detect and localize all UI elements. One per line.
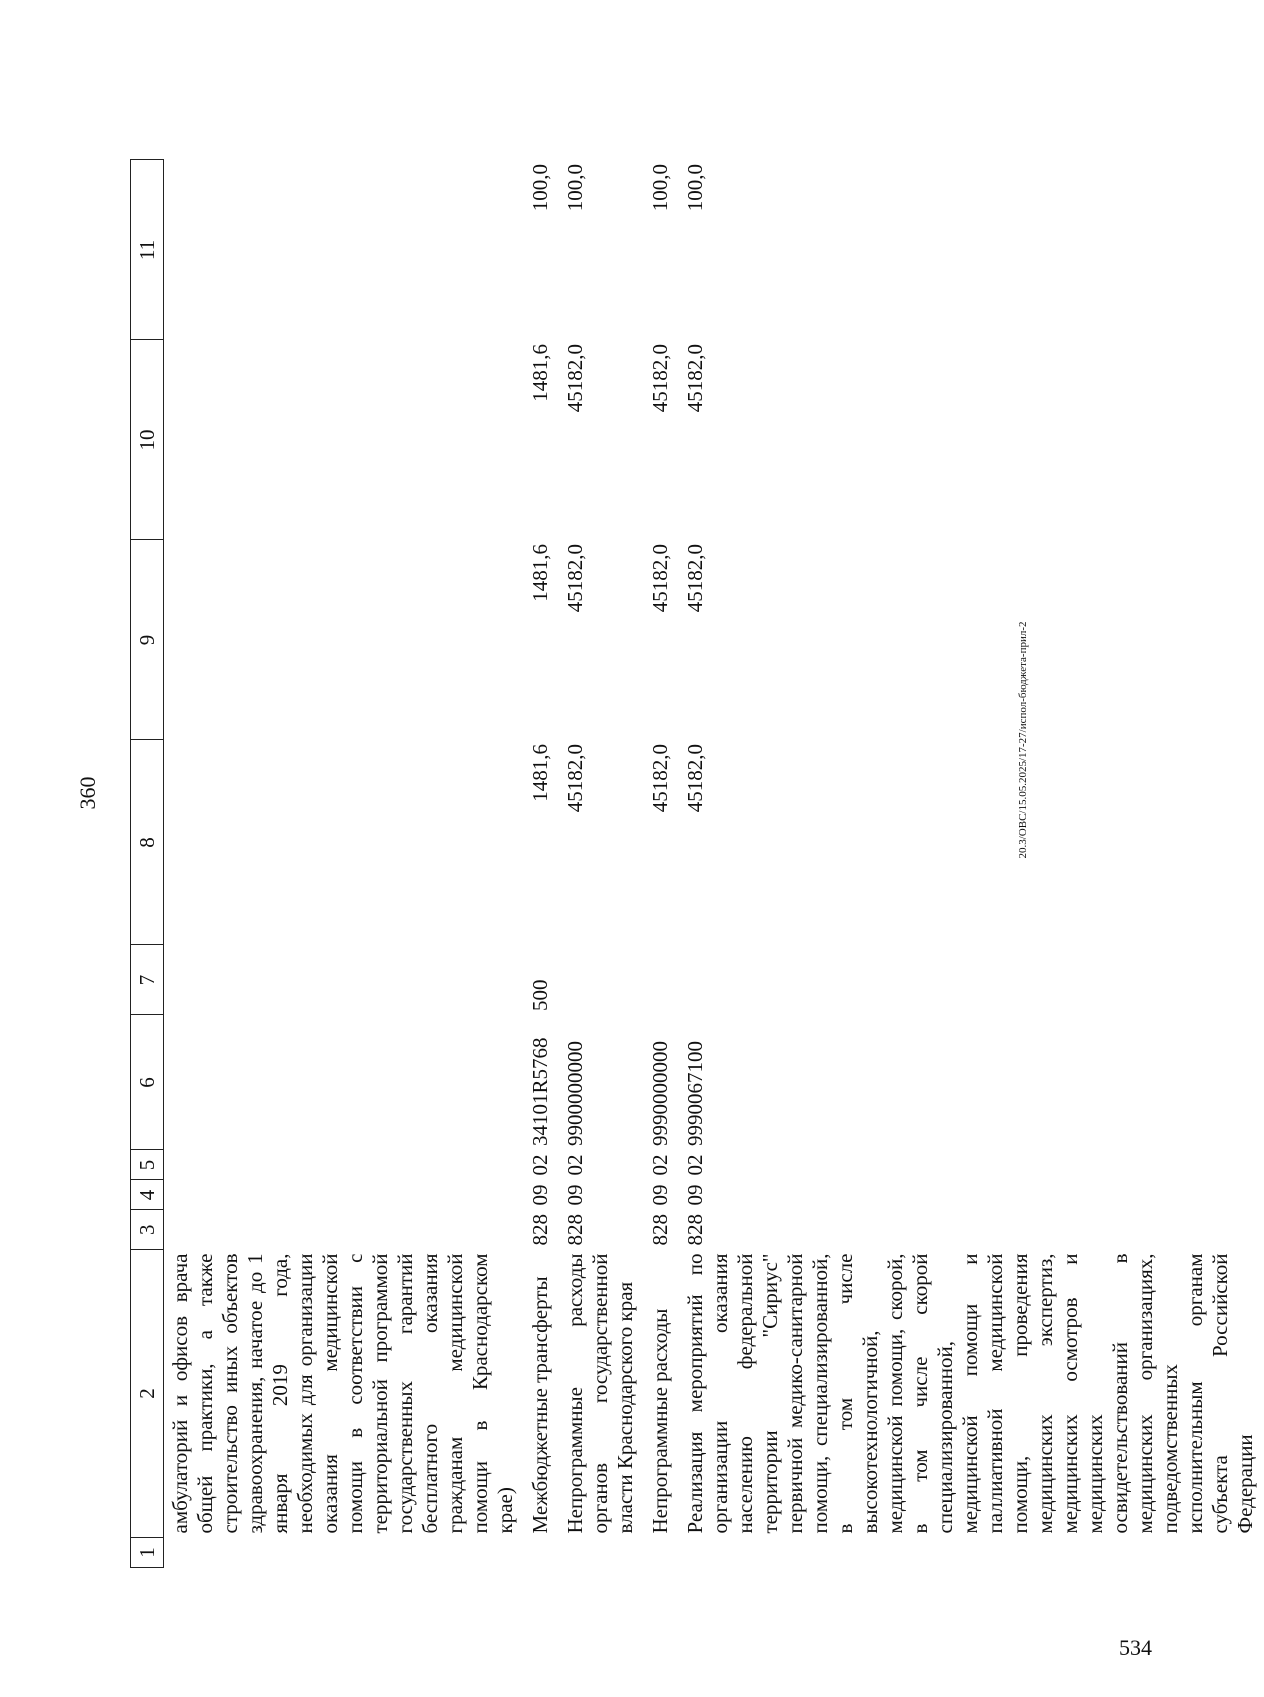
cell-expense-type <box>679 945 1264 1015</box>
cell-expense-type <box>559 945 644 1015</box>
cell-section <box>164 1180 525 1210</box>
row-description: Реализация мероприятий по организации оказания населению федеральной территории "Сириус" первичной медико-санитарной помощи, специализированной, в том числе высокотехнологичной, медицинской помощи, скорой, в том числе скорой специализированной, медицинской помощи и паллиативной медицинской помощи, проведения медицинских экспертиз, медицинских осмотров и медицинских освидетельствований в медицинских организациях, подведомственных исполнительным органам субъекта Российской Федерации <box>683 1253 1257 1534</box>
cell-ministry: 828 <box>528 1214 552 1246</box>
cell-col-10 <box>164 340 525 540</box>
row-description: Непрограммные расходы <box>648 1308 672 1534</box>
cell-col-10: 45182,0 <box>563 344 587 413</box>
cell-col-8: 45182,0 <box>683 744 707 813</box>
cell-col-9: 45182,0 <box>563 544 587 613</box>
cell-col-10: 45182,0 <box>683 344 707 413</box>
cell-expense-type <box>164 945 525 1015</box>
cell-col-8: 1481,6 <box>528 744 552 802</box>
cell-target-article: 9990000000 <box>648 1041 672 1146</box>
cell-col-8: 45182,0 <box>563 744 587 813</box>
cell-section: 09 <box>528 1184 552 1206</box>
table-row <box>679 160 1264 1568</box>
cell-subsection: 02 <box>563 1154 587 1176</box>
cell-section: 09 <box>563 1184 587 1206</box>
cell-expense-type <box>644 945 679 1015</box>
header-col-5: 5 <box>131 1150 164 1180</box>
cell-col-9: 45182,0 <box>683 544 707 613</box>
cell-col-8: 45182,0 <box>648 744 672 813</box>
cell-ministry: 828 <box>683 1214 707 1246</box>
cell-col-11 <box>164 160 525 340</box>
document-code: 20.3/OBC/15.05.2025/17-27/испол-бюджета-прил-2 <box>1017 621 1029 859</box>
header-col-2: 2 <box>131 1250 164 1538</box>
header-col-10: 10 <box>131 340 164 540</box>
cell-target-article: 9990067100 <box>683 1041 707 1146</box>
row-description: амбулаторий и офисов врача общей практики, а также строительство иных объектов здравоохранения, начатое до 1 января 2019 года, необходимых для организации оказания медицинской помощи в соответствии с территориальной программой государственных гарантий бесплатного оказания гражданам медицинской помощи в Краснодарском крае) <box>168 1253 517 1534</box>
cell-col-11: 100,0 <box>648 164 672 212</box>
budget-table <box>130 160 1264 1569</box>
cell-section: 09 <box>648 1184 672 1206</box>
cell-subsection: 02 <box>528 1154 552 1176</box>
sheet-number: 534 <box>1119 1635 1152 1660</box>
header-col-8: 8 <box>131 740 164 945</box>
cell-col-9 <box>164 540 525 740</box>
cell-col-9: 45182,0 <box>648 544 672 613</box>
header-col-7: 7 <box>131 945 164 1015</box>
cell-col-8 <box>164 740 525 945</box>
cell-target-article: 34101R5768 <box>528 1037 552 1146</box>
cell-target-article <box>164 1015 525 1150</box>
header-col-6: 6 <box>131 1015 164 1150</box>
cell-expense-type: 500 <box>528 979 552 1011</box>
header-col-4: 4 <box>131 1180 164 1210</box>
cell-col-9: 1481,6 <box>528 544 552 602</box>
header-row <box>131 160 164 1568</box>
table-row <box>524 160 559 1568</box>
cell-ministry: 828 <box>648 1214 672 1246</box>
cell-target-article: 9900000000 <box>563 1041 587 1146</box>
header-col-9: 9 <box>131 540 164 740</box>
cell-col-11: 100,0 <box>563 164 587 212</box>
cell-ministry: 828 <box>563 1214 587 1246</box>
cell-section: 09 <box>683 1184 707 1206</box>
cell-col-10: 45182,0 <box>648 344 672 413</box>
table-row <box>164 160 525 1568</box>
cell-col-10: 1481,6 <box>528 344 552 402</box>
row-description: Межбюджетные трансферты <box>528 1276 552 1534</box>
cell-ministry <box>164 1210 525 1250</box>
cell-subsection: 02 <box>683 1154 707 1176</box>
header-col-11: 11 <box>131 160 164 340</box>
page-number: 360 <box>75 776 100 810</box>
header-col-3: 3 <box>131 1210 164 1250</box>
cell-col-11: 100,0 <box>683 164 707 212</box>
cell-subsection <box>164 1150 525 1180</box>
header-col-1: 1 <box>131 1538 164 1568</box>
cell-col-11: 100,0 <box>528 164 552 212</box>
table-row <box>559 160 644 1568</box>
table-row <box>644 160 679 1568</box>
cell-subsection: 02 <box>648 1154 672 1176</box>
row-description: Непрограммные расходы органов государственной власти Краснодарского края <box>563 1253 637 1534</box>
